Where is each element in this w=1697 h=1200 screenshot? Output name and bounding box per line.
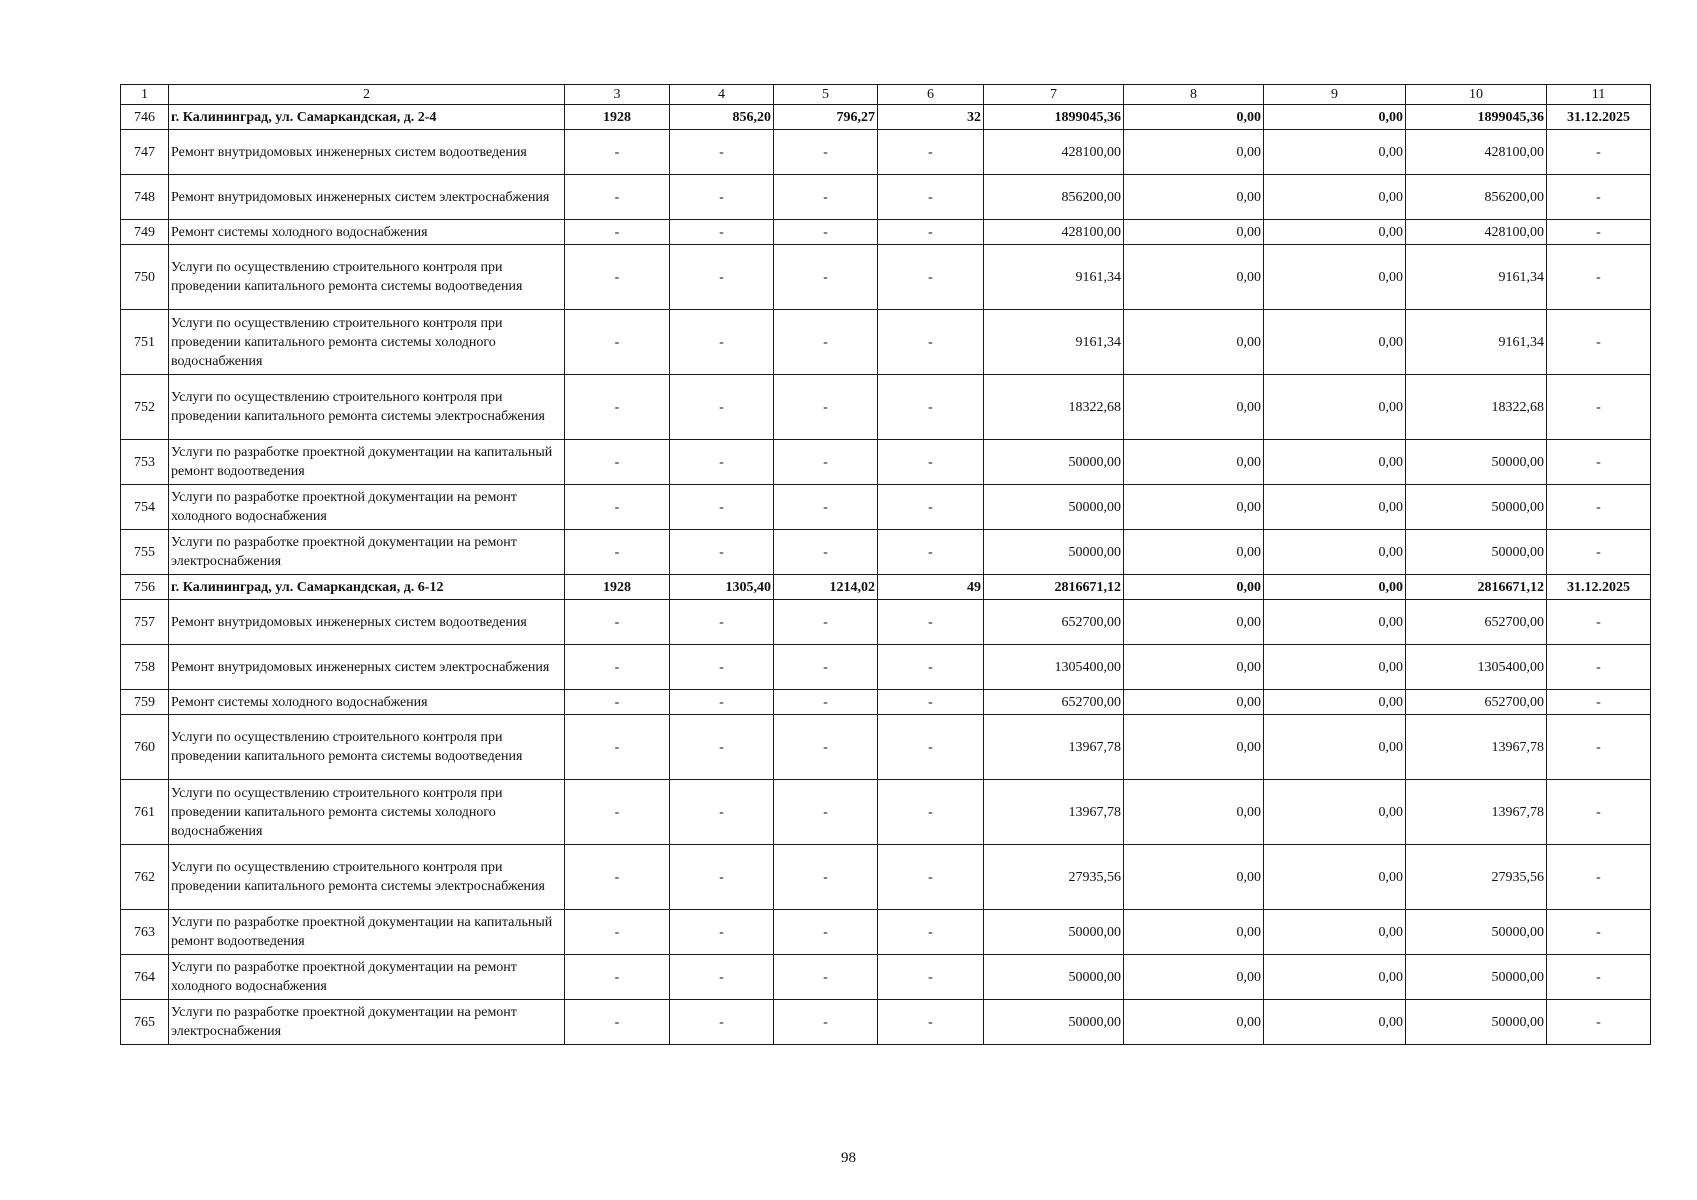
cost-total-cell: 27935,56	[984, 845, 1124, 910]
cost-total-cell: 50000,00	[984, 485, 1124, 530]
area-total-cell: -	[670, 175, 774, 220]
table-body	[121, 85, 1651, 1045]
residents-cell: -	[878, 845, 984, 910]
area-living-cell: -	[774, 600, 878, 645]
work-name-cell: Ремонт внутридомовых инженерных систем электроснабжения	[169, 645, 565, 690]
area-living-cell: -	[774, 715, 878, 780]
year-cell: -	[565, 130, 670, 175]
cost-budget-cell: 0,00	[1264, 645, 1406, 690]
cost-owners-cell: 652700,00	[1406, 600, 1547, 645]
cost-total-cell: 50000,00	[984, 530, 1124, 575]
cost-total-cell: 1305400,00	[984, 645, 1124, 690]
work-name-cell: Услуги по разработке проектной документации на ремонт электроснабжения	[169, 530, 565, 575]
year-cell: -	[565, 780, 670, 845]
area-living-cell: -	[774, 845, 878, 910]
row-number-cell: 754	[121, 485, 169, 530]
page-number: 98	[841, 1150, 856, 1166]
work-name-cell: Ремонт внутридомовых инженерных систем электроснабжения	[169, 175, 565, 220]
row-number-cell: 747	[121, 130, 169, 175]
table-row	[121, 375, 1651, 440]
table-row	[121, 955, 1651, 1000]
area-total-cell: -	[670, 485, 774, 530]
table-row	[121, 530, 1651, 575]
residents-cell: -	[878, 645, 984, 690]
table-row	[121, 245, 1651, 310]
column-number-row	[121, 85, 1651, 105]
column-header: 8	[1124, 85, 1264, 105]
table-row	[121, 690, 1651, 715]
deadline-cell: -	[1547, 245, 1651, 310]
cost-fund-cell: 0,00	[1124, 780, 1264, 845]
cost-owners-cell: 428100,00	[1406, 220, 1547, 245]
cost-budget-cell: 0,00	[1264, 780, 1406, 845]
cost-fund-cell: 0,00	[1124, 220, 1264, 245]
row-number-cell: 756	[121, 575, 169, 600]
cost-total-cell: 9161,34	[984, 245, 1124, 310]
area-living-cell: -	[774, 780, 878, 845]
residents-cell: -	[878, 530, 984, 575]
year-cell: -	[565, 310, 670, 375]
residents-cell: -	[878, 375, 984, 440]
work-name-cell: Ремонт системы холодного водоснабжения	[169, 220, 565, 245]
residents-cell: -	[878, 485, 984, 530]
cost-budget-cell: 0,00	[1264, 130, 1406, 175]
year-cell: -	[565, 485, 670, 530]
cost-owners-cell: 9161,34	[1406, 245, 1547, 310]
cost-budget-cell: 0,00	[1264, 440, 1406, 485]
cost-fund-cell: 0,00	[1124, 715, 1264, 780]
area-living-cell: -	[774, 690, 878, 715]
area-living-cell: -	[774, 220, 878, 245]
cost-total-cell: 13967,78	[984, 715, 1124, 780]
cost-owners-cell: 50000,00	[1406, 955, 1547, 1000]
cost-fund-cell: 0,00	[1124, 845, 1264, 910]
cost-owners-cell: 2816671,12	[1406, 575, 1547, 600]
residents-cell: -	[878, 175, 984, 220]
year-cell: -	[565, 715, 670, 780]
table-row	[121, 910, 1651, 955]
row-number-cell: 746	[121, 105, 169, 130]
area-total-cell: -	[670, 955, 774, 1000]
deadline-cell: -	[1547, 440, 1651, 485]
cost-fund-cell: 0,00	[1124, 310, 1264, 375]
row-number-cell: 761	[121, 780, 169, 845]
area-total-cell: -	[670, 715, 774, 780]
row-number-cell: 763	[121, 910, 169, 955]
table-row	[121, 485, 1651, 530]
cost-total-cell: 428100,00	[984, 130, 1124, 175]
area-total-cell: -	[670, 440, 774, 485]
cost-budget-cell: 0,00	[1264, 485, 1406, 530]
area-total-cell: -	[670, 220, 774, 245]
residents-cell: -	[878, 245, 984, 310]
residents-cell: -	[878, 715, 984, 780]
deadline-cell: -	[1547, 485, 1651, 530]
row-number-cell: 755	[121, 530, 169, 575]
deadline-cell: -	[1547, 715, 1651, 780]
cost-owners-cell: 13967,78	[1406, 715, 1547, 780]
area-total-cell: -	[670, 130, 774, 175]
table-row	[121, 220, 1651, 245]
cost-total-cell: 9161,34	[984, 310, 1124, 375]
table-row	[121, 130, 1651, 175]
cost-total-cell: 1899045,36	[984, 105, 1124, 130]
column-header: 7	[984, 85, 1124, 105]
area-total-cell: -	[670, 375, 774, 440]
cost-budget-cell: 0,00	[1264, 220, 1406, 245]
cost-fund-cell: 0,00	[1124, 910, 1264, 955]
repair-program-table	[120, 84, 1651, 1045]
cost-fund-cell: 0,00	[1124, 175, 1264, 220]
cost-budget-cell: 0,00	[1264, 715, 1406, 780]
table-row	[121, 715, 1651, 780]
year-cell: -	[565, 845, 670, 910]
cost-total-cell: 652700,00	[984, 690, 1124, 715]
area-living-cell: -	[774, 955, 878, 1000]
area-living-cell: -	[774, 245, 878, 310]
deadline-cell: -	[1547, 175, 1651, 220]
row-number-cell: 750	[121, 245, 169, 310]
cost-budget-cell: 0,00	[1264, 575, 1406, 600]
cost-owners-cell: 856200,00	[1406, 175, 1547, 220]
cost-budget-cell: 0,00	[1264, 1000, 1406, 1045]
cost-total-cell: 2816671,12	[984, 575, 1124, 600]
residents-cell: -	[878, 780, 984, 845]
area-living-cell: -	[774, 440, 878, 485]
residents-cell: -	[878, 600, 984, 645]
row-number-cell: 764	[121, 955, 169, 1000]
cost-total-cell: 50000,00	[984, 1000, 1124, 1045]
work-name-cell: Услуги по разработке проектной документации на ремонт холодного водоснабжения	[169, 955, 565, 1000]
cost-total-cell: 652700,00	[984, 600, 1124, 645]
work-name-cell: Услуги по осуществлению строительного контроля при проведении капитального ремонта системы электроснабжения	[169, 845, 565, 910]
cost-fund-cell: 0,00	[1124, 245, 1264, 310]
year-cell: -	[565, 645, 670, 690]
row-number-cell: 753	[121, 440, 169, 485]
residents-cell: 49	[878, 575, 984, 600]
cost-fund-cell: 0,00	[1124, 130, 1264, 175]
deadline-cell: -	[1547, 530, 1651, 575]
year-cell: -	[565, 530, 670, 575]
cost-total-cell: 18322,68	[984, 375, 1124, 440]
cost-budget-cell: 0,00	[1264, 910, 1406, 955]
deadline-cell: -	[1547, 690, 1651, 715]
work-name-cell: г. Калининград, ул. Самаркандская, д. 2-4	[169, 105, 565, 130]
column-header: 9	[1264, 85, 1406, 105]
residents-cell: -	[878, 910, 984, 955]
cost-budget-cell: 0,00	[1264, 105, 1406, 130]
area-living-cell: 796,27	[774, 105, 878, 130]
deadline-cell: -	[1547, 310, 1651, 375]
cost-fund-cell: 0,00	[1124, 530, 1264, 575]
cost-owners-cell: 50000,00	[1406, 440, 1547, 485]
cost-owners-cell: 27935,56	[1406, 845, 1547, 910]
deadline-cell: -	[1547, 645, 1651, 690]
table-row	[121, 645, 1651, 690]
deadline-cell: 31.12.2025	[1547, 575, 1651, 600]
area-living-cell: -	[774, 310, 878, 375]
work-name-cell: Ремонт внутридомовых инженерных систем водоотведения	[169, 600, 565, 645]
cost-fund-cell: 0,00	[1124, 955, 1264, 1000]
cost-budget-cell: 0,00	[1264, 530, 1406, 575]
work-name-cell: Услуги по разработке проектной документации на капитальный ремонт водоотведения	[169, 440, 565, 485]
cost-total-cell: 428100,00	[984, 220, 1124, 245]
row-number-cell: 759	[121, 690, 169, 715]
area-total-cell: -	[670, 645, 774, 690]
cost-owners-cell: 50000,00	[1406, 1000, 1547, 1045]
cost-budget-cell: 0,00	[1264, 600, 1406, 645]
residents-cell: 32	[878, 105, 984, 130]
area-total-cell: 856,20	[670, 105, 774, 130]
area-total-cell: 1305,40	[670, 575, 774, 600]
year-cell: -	[565, 175, 670, 220]
area-total-cell: -	[670, 845, 774, 910]
area-total-cell: -	[670, 310, 774, 375]
column-header: 10	[1406, 85, 1547, 105]
column-header: 2	[169, 85, 565, 105]
cost-fund-cell: 0,00	[1124, 105, 1264, 130]
table-row	[121, 1000, 1651, 1045]
work-name-cell: Услуги по осуществлению строительного контроля при проведении капитального ремонта системы электроснабжения	[169, 375, 565, 440]
column-header: 4	[670, 85, 774, 105]
area-living-cell: -	[774, 1000, 878, 1045]
cost-budget-cell: 0,00	[1264, 245, 1406, 310]
row-number-cell: 749	[121, 220, 169, 245]
area-total-cell: -	[670, 245, 774, 310]
year-cell: -	[565, 910, 670, 955]
cost-total-cell: 13967,78	[984, 780, 1124, 845]
cost-fund-cell: 0,00	[1124, 1000, 1264, 1045]
residents-cell: -	[878, 955, 984, 1000]
cost-total-cell: 50000,00	[984, 440, 1124, 485]
area-living-cell: -	[774, 175, 878, 220]
work-name-cell: Услуги по осуществлению строительного контроля при проведении капитального ремонта системы холодного водоснабжения	[169, 780, 565, 845]
residents-cell: -	[878, 220, 984, 245]
work-name-cell: Ремонт внутридомовых инженерных систем водоотведения	[169, 130, 565, 175]
row-number-cell: 765	[121, 1000, 169, 1045]
cost-budget-cell: 0,00	[1264, 690, 1406, 715]
cost-fund-cell: 0,00	[1124, 690, 1264, 715]
year-cell: -	[565, 690, 670, 715]
row-number-cell: 762	[121, 845, 169, 910]
area-total-cell: -	[670, 690, 774, 715]
residents-cell: -	[878, 310, 984, 375]
row-number-cell: 757	[121, 600, 169, 645]
area-total-cell: -	[670, 910, 774, 955]
cost-owners-cell: 9161,34	[1406, 310, 1547, 375]
deadline-cell: 31.12.2025	[1547, 105, 1651, 130]
row-number-cell: 748	[121, 175, 169, 220]
address-row	[121, 575, 1651, 600]
row-number-cell: 751	[121, 310, 169, 375]
year-cell: -	[565, 955, 670, 1000]
table-row	[121, 600, 1651, 645]
year-cell: -	[565, 245, 670, 310]
column-header: 5	[774, 85, 878, 105]
work-name-cell: Услуги по разработке проектной документации на ремонт электроснабжения	[169, 1000, 565, 1045]
work-name-cell: Услуги по разработке проектной документации на ремонт холодного водоснабжения	[169, 485, 565, 530]
cost-budget-cell: 0,00	[1264, 175, 1406, 220]
area-living-cell: -	[774, 375, 878, 440]
area-living-cell: -	[774, 530, 878, 575]
deadline-cell: -	[1547, 130, 1651, 175]
table-row	[121, 175, 1651, 220]
table-row	[121, 310, 1651, 375]
cost-fund-cell: 0,00	[1124, 645, 1264, 690]
column-header: 11	[1547, 85, 1651, 105]
cost-owners-cell: 18322,68	[1406, 375, 1547, 440]
deadline-cell: -	[1547, 910, 1651, 955]
cost-fund-cell: 0,00	[1124, 600, 1264, 645]
work-name-cell: Услуги по осуществлению строительного контроля при проведении капитального ремонта системы водоотведения	[169, 245, 565, 310]
year-cell: 1928	[565, 575, 670, 600]
deadline-cell: -	[1547, 220, 1651, 245]
area-living-cell: -	[774, 130, 878, 175]
cost-budget-cell: 0,00	[1264, 375, 1406, 440]
deadline-cell: -	[1547, 780, 1651, 845]
work-name-cell: Услуги по осуществлению строительного контроля при проведении капитального ремонта системы водоотведения	[169, 715, 565, 780]
area-living-cell: -	[774, 645, 878, 690]
row-number-cell: 758	[121, 645, 169, 690]
area-total-cell: -	[670, 1000, 774, 1045]
year-cell: 1928	[565, 105, 670, 130]
deadline-cell: -	[1547, 600, 1651, 645]
cost-owners-cell: 50000,00	[1406, 485, 1547, 530]
work-name-cell: Услуги по разработке проектной документации на капитальный ремонт водоотведения	[169, 910, 565, 955]
year-cell: -	[565, 1000, 670, 1045]
cost-total-cell: 50000,00	[984, 910, 1124, 955]
work-name-cell: Услуги по осуществлению строительного контроля при проведении капитального ремонта системы холодного водоснабжения	[169, 310, 565, 375]
residents-cell: -	[878, 130, 984, 175]
work-name-cell: г. Калининград, ул. Самаркандская, д. 6-12	[169, 575, 565, 600]
year-cell: -	[565, 440, 670, 485]
row-number-cell: 752	[121, 375, 169, 440]
table-row	[121, 845, 1651, 910]
area-living-cell: 1214,02	[774, 575, 878, 600]
table-row	[121, 780, 1651, 845]
cost-fund-cell: 0,00	[1124, 375, 1264, 440]
area-total-cell: -	[670, 780, 774, 845]
cost-owners-cell: 13967,78	[1406, 780, 1547, 845]
cost-owners-cell: 428100,00	[1406, 130, 1547, 175]
area-total-cell: -	[670, 530, 774, 575]
deadline-cell: -	[1547, 1000, 1651, 1045]
cost-owners-cell: 1305400,00	[1406, 645, 1547, 690]
year-cell: -	[565, 375, 670, 440]
cost-owners-cell: 1899045,36	[1406, 105, 1547, 130]
column-header: 6	[878, 85, 984, 105]
cost-fund-cell: 0,00	[1124, 485, 1264, 530]
residents-cell: -	[878, 1000, 984, 1045]
table-row	[121, 440, 1651, 485]
cost-fund-cell: 0,00	[1124, 440, 1264, 485]
residents-cell: -	[878, 690, 984, 715]
deadline-cell: -	[1547, 845, 1651, 910]
column-header: 3	[565, 85, 670, 105]
cost-owners-cell: 50000,00	[1406, 530, 1547, 575]
deadline-cell: -	[1547, 955, 1651, 1000]
cost-total-cell: 856200,00	[984, 175, 1124, 220]
row-number-cell: 760	[121, 715, 169, 780]
residents-cell: -	[878, 440, 984, 485]
cost-total-cell: 50000,00	[984, 955, 1124, 1000]
cost-owners-cell: 50000,00	[1406, 910, 1547, 955]
column-header: 1	[121, 85, 169, 105]
cost-budget-cell: 0,00	[1264, 955, 1406, 1000]
deadline-cell: -	[1547, 375, 1651, 440]
work-name-cell: Ремонт системы холодного водоснабжения	[169, 690, 565, 715]
area-total-cell: -	[670, 600, 774, 645]
cost-fund-cell: 0,00	[1124, 575, 1264, 600]
area-living-cell: -	[774, 910, 878, 955]
year-cell: -	[565, 600, 670, 645]
cost-budget-cell: 0,00	[1264, 310, 1406, 375]
address-row	[121, 105, 1651, 130]
cost-budget-cell: 0,00	[1264, 845, 1406, 910]
area-living-cell: -	[774, 485, 878, 530]
year-cell: -	[565, 220, 670, 245]
cost-owners-cell: 652700,00	[1406, 690, 1547, 715]
